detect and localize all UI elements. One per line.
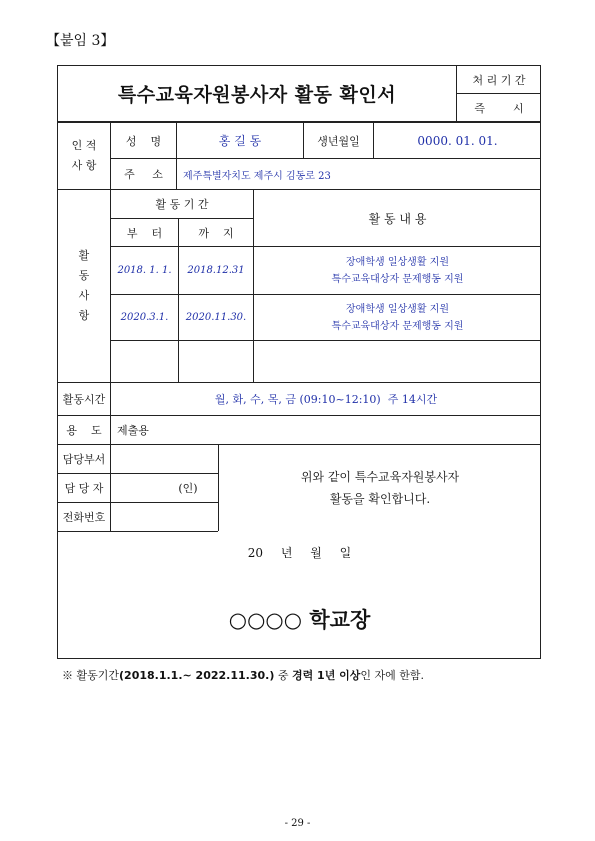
page-number: - 29 - <box>284 818 311 829</box>
date-line: 20 년 월 일 <box>247 546 352 560</box>
usage-value: 제출용 <box>117 424 149 437</box>
birth-label: 생년월일 <box>317 134 360 148</box>
person-label: 담 당 자 <box>64 482 104 495</box>
row1-to: 2018.12.31 <box>187 265 245 276</box>
birth-value: 0000. 01. 01. <box>417 133 498 148</box>
name-label: 성 명 <box>125 134 162 148</box>
period-label: 활 동 기 간 <box>155 198 209 211</box>
activity-time-value: 월, 화, 수, 목, 금 (09:10~12:10) 주 14시간 <box>214 393 438 406</box>
address-label: 주 소 <box>124 168 163 181</box>
row1-from: 2018. 1. 1. <box>117 265 172 276</box>
to-label: 까 지 <box>198 226 234 240</box>
processing-period-value: 즉 시 <box>474 101 524 115</box>
phone-label: 전화번호 <box>62 511 106 524</box>
dept-label: 담당부서 <box>62 453 106 466</box>
row2-content: 장애학생 일상생활 지원 특수교육대상자 문제행동 지원 <box>331 303 464 332</box>
footer-note: ※ 활동기간(2018.1.1.~ 2022.11.30.) 중 경력 1년 이상인 자에 한함. <box>62 669 425 682</box>
address-value: 제주특별자치도 제주시 김동로 23 <box>183 170 331 182</box>
row2-from: 2020.3.1. <box>120 312 169 323</box>
row2-to: 2020.11.30. <box>185 312 247 323</box>
activity-section-label: 활 동 사 항 <box>78 249 90 322</box>
form-title: 특수교육자원봉사자 활동 확인서 <box>117 83 397 106</box>
confirm-statement: 위와 같이 특수교육자원봉사자 활동을 확인합니다. <box>300 470 460 506</box>
row1-content: 장애학생 일상생활 지원 특수교육대상자 문제행동 지원 <box>331 256 464 285</box>
identity-section-label: 인 적 사 항 <box>71 139 97 172</box>
from-label: 부 터 <box>126 226 163 240</box>
content-label: 활 동 내 용 <box>368 211 427 226</box>
attachment-label: 【붙임 3】 <box>46 33 115 49</box>
seal-mark: (인) <box>178 482 198 495</box>
usage-label: 용 도 <box>66 424 102 437</box>
activity-time-label: 활동시간 <box>62 393 106 406</box>
name-value: 홍 길 동 <box>218 134 262 148</box>
processing-period-label: 처 리 기 간 <box>472 73 526 87</box>
school-principal: ○○○○ 학교장 <box>228 607 371 632</box>
